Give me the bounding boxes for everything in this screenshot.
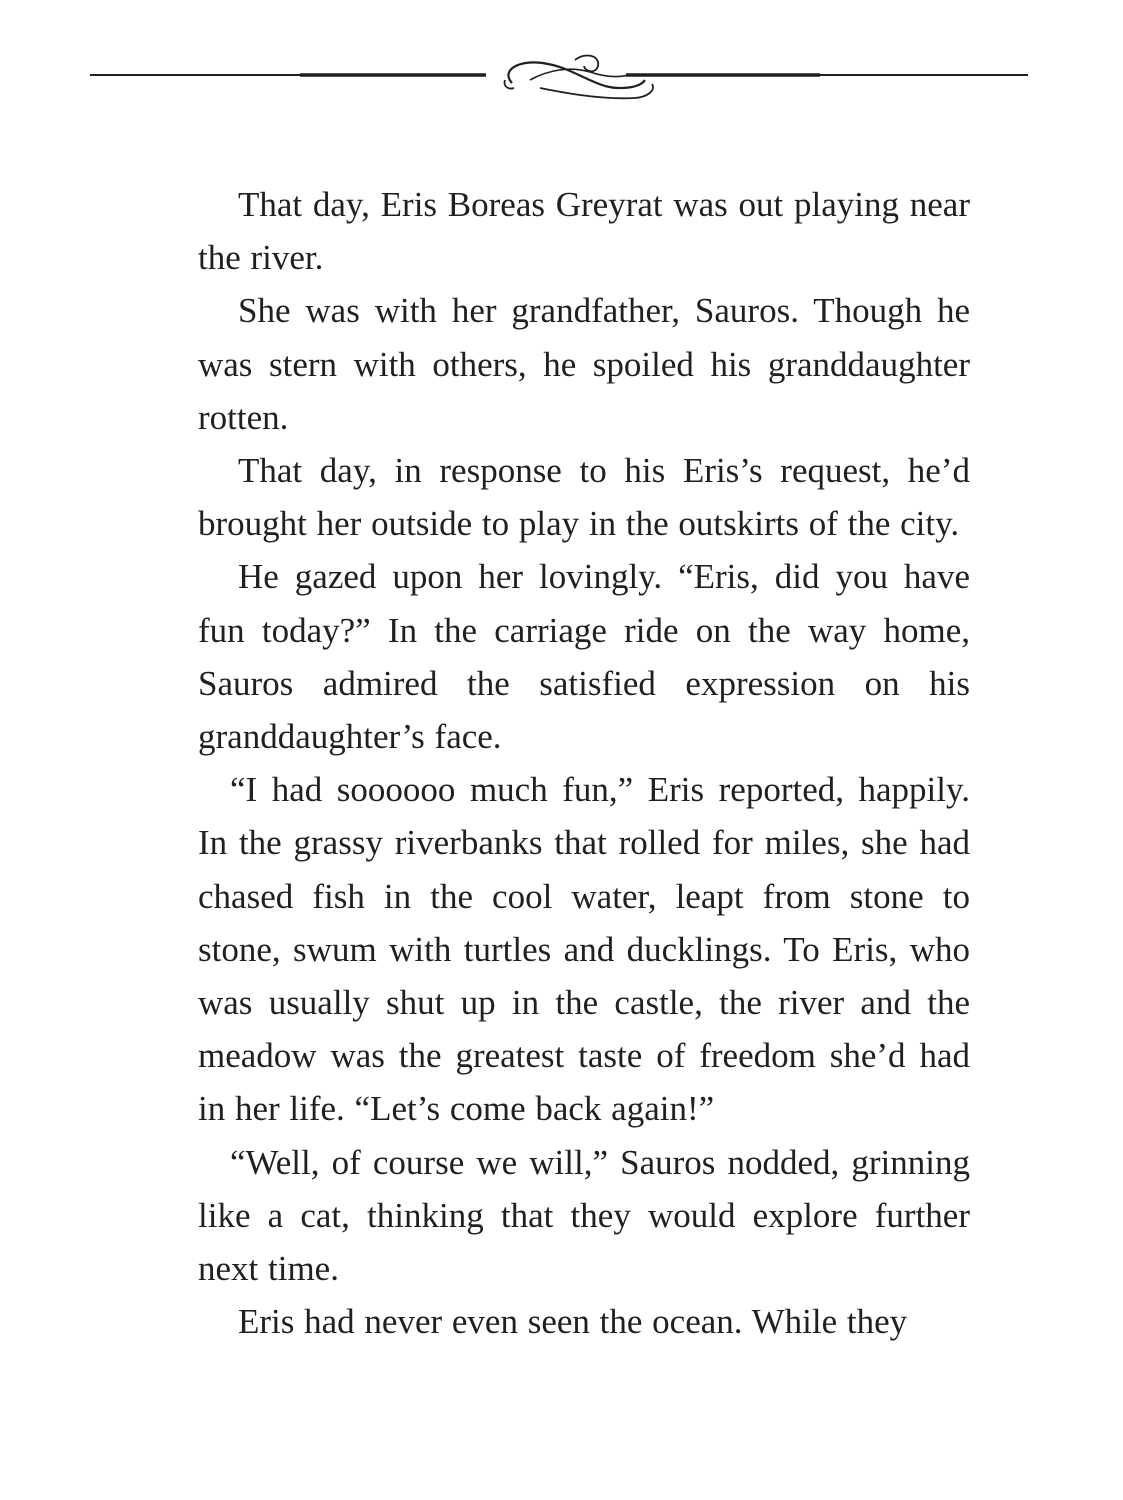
paragraph: That day, Eris Boreas Greyrat was out playing near the river. bbox=[198, 185, 970, 278]
paragraph: Eris had never even seen the ocean. While they bbox=[238, 1302, 908, 1342]
header-ornament bbox=[0, 0, 1123, 120]
flourish-divider-icon bbox=[0, 0, 1123, 120]
paragraph: “I had soooooo much fun,” Eris reported, happily. In the grassy riverbanks that rolled for miles, she had chased fish in the cool water, leapt from stone to stone, swum with turtles and ducklings. To Eris, who was usually shut up in the castle, the river and the meadow was the greatest taste of freedom she’d had in her life. “Let’s come back again!” bbox=[198, 770, 970, 1129]
paragraph: She was with her grandfather, Sauros. Though he was stern with others, he spoiled his granddaughter rotten. bbox=[198, 291, 970, 437]
paragraph: “Well, of course we will,” Sauros nodded, grinning like a cat, thinking that they would explore further next time. bbox=[198, 1142, 970, 1289]
paragraph: That day, in response to his Eris’s request, he’d brought her outside to play in the outskirts of the city. bbox=[198, 451, 970, 544]
body-text bbox=[198, 178, 970, 1348]
paragraph: He gazed upon her lovingly. “Eris, did you have fun today?” In the carriage ride on the way home, Sauros admired the satisfied expression on his granddaughter’s face. bbox=[198, 557, 970, 757]
